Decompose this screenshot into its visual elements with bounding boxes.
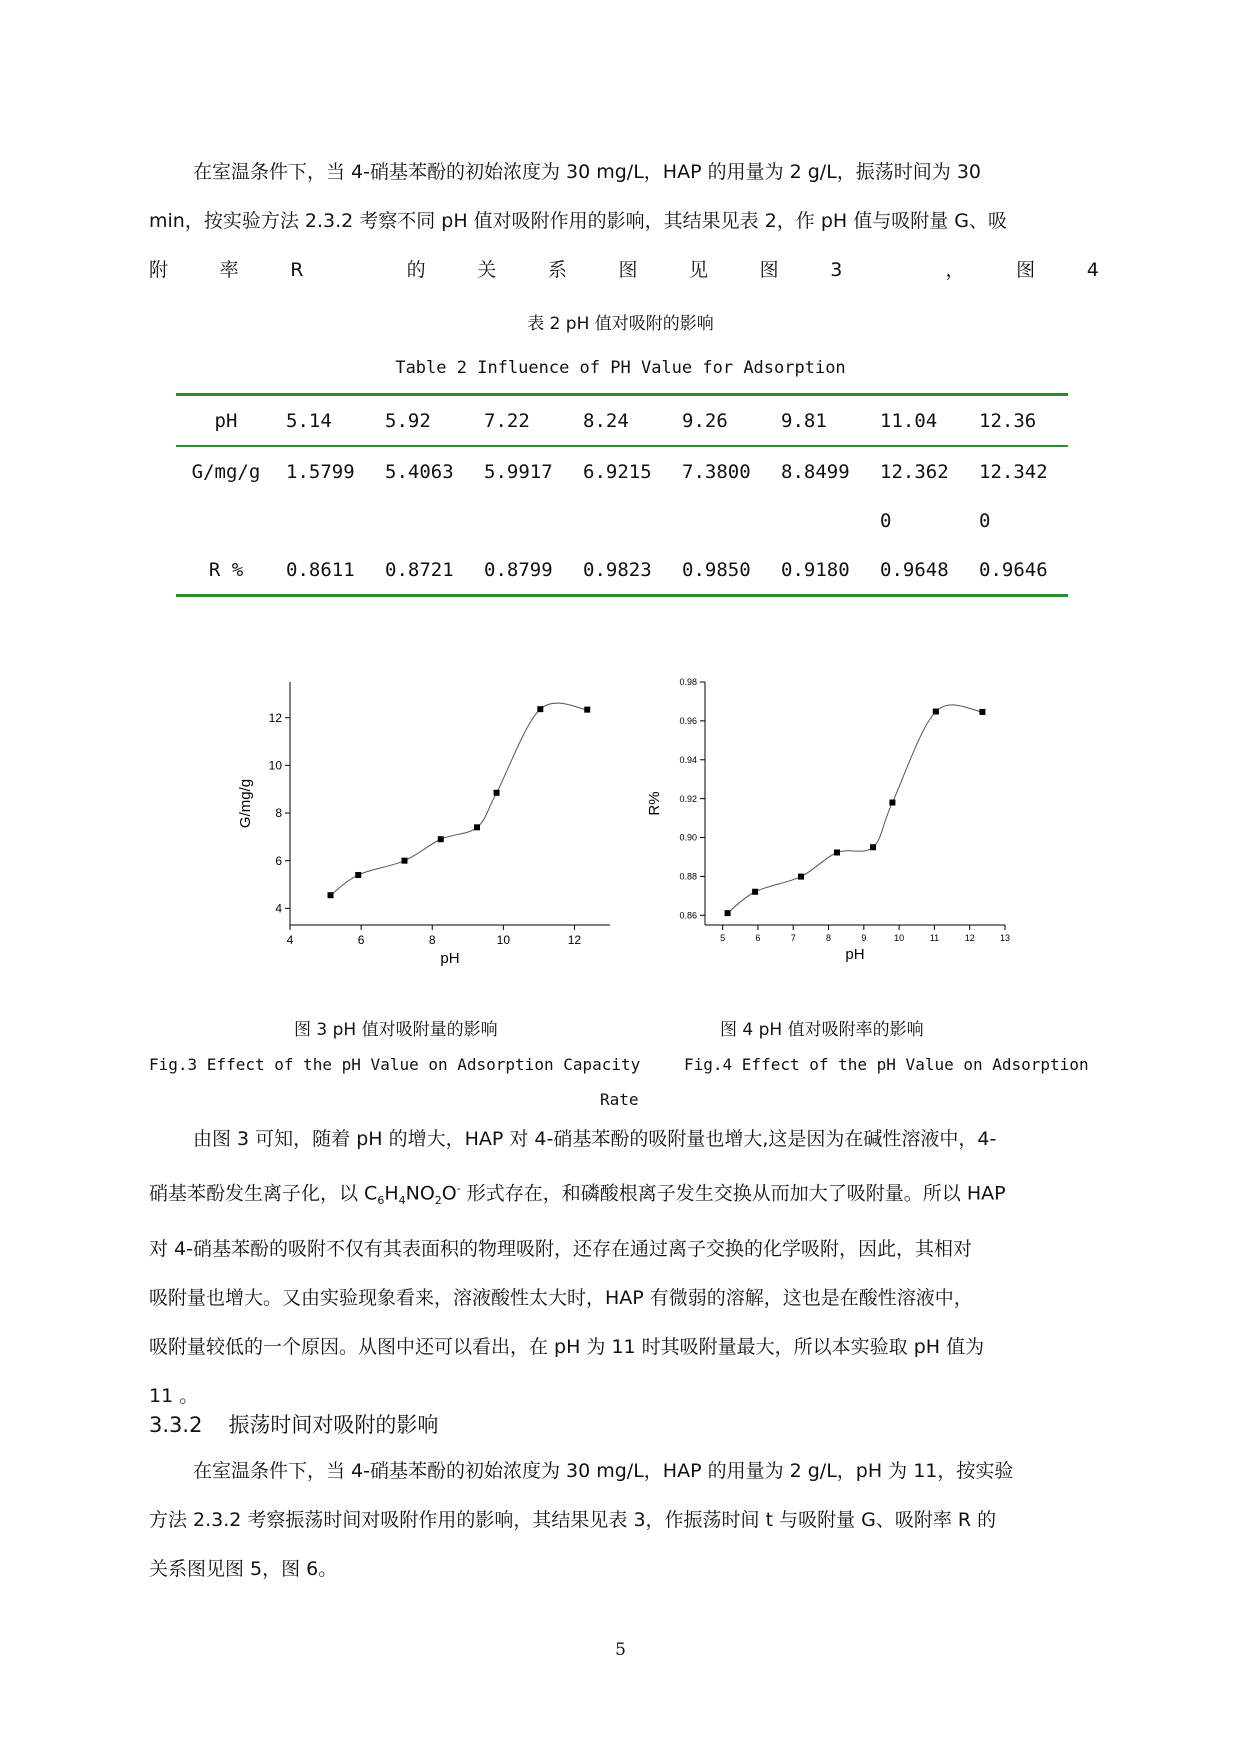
table-caption-cn: 表 2 pH 值对吸附的影响	[527, 314, 714, 334]
justified-token: 见	[689, 259, 709, 281]
discussion-line-5: 吸附量较低的一个原因。从图中还可以看出，在 pH 为 11 时其吸附量最大，所以本实验取 pH 值为	[149, 1336, 985, 1359]
row-label: G/mg/g	[191, 460, 261, 483]
subscript: 6	[377, 1194, 385, 1208]
table-cell: 0	[979, 509, 991, 532]
table-cell	[573, 496, 672, 545]
table-cell: 7.22	[484, 409, 530, 432]
table-cell	[375, 496, 474, 545]
intro-paragraph	[149, 148, 1099, 295]
intro-line-3	[149, 246, 1099, 295]
page-number: 5	[615, 1640, 626, 1660]
x-tick-label: 13	[999, 933, 1011, 943]
table-cell: 8.24	[583, 409, 629, 432]
section-number: 3.3.2	[149, 1413, 203, 1437]
section-line-1: 在室温条件下，当 4-硝基苯酚的初始浓度为 30 mg/L，HAP 的用量为 2 g/L，pH 为 11，按实验	[193, 1460, 1014, 1482]
justified-token: 附	[149, 259, 169, 281]
table-caption-en: Table 2 Influence of PH Value for Adsorption	[395, 358, 846, 378]
section-paragraph	[149, 1447, 1099, 1594]
table-cell: 8.8499	[781, 460, 850, 483]
row-label: pH	[214, 409, 238, 432]
data-point	[494, 790, 500, 796]
row-label: R %	[208, 558, 244, 581]
fig4-chart	[645, 670, 1015, 980]
y-tick-label: 0.98	[679, 677, 697, 688]
table-cell: 5.14	[286, 409, 332, 432]
data-point	[889, 800, 895, 806]
table-cell: 0.9646	[979, 558, 1048, 581]
table-cell	[276, 496, 375, 545]
text-span: 硝基苯酚发生离子化，以 C	[149, 1182, 378, 1205]
table-cell: 1.5799	[286, 460, 355, 483]
fig3-caption-cn: 图 3 pH 值对吸附量的影响	[294, 1020, 498, 1040]
data-point	[537, 706, 543, 712]
discussion-line-4: 吸附量也增大。又由实验现象看来，溶液酸性太大时，HAP 有微弱的溶解，这也是在酸性溶液中，	[149, 1287, 973, 1310]
row-label	[176, 496, 276, 545]
discussion-line-2	[149, 1164, 1099, 1225]
table-cell: 12.362	[880, 460, 949, 483]
data-point	[355, 872, 361, 878]
y-axis-label: G/mg/g	[237, 778, 254, 829]
table-cell: 0.8799	[484, 558, 553, 581]
discussion-line-6: 11 。	[149, 1385, 199, 1408]
superscript: -	[456, 1182, 461, 1195]
fig4-caption-en-wrap: Rate	[600, 1090, 639, 1109]
table-cell: 9.81	[781, 409, 827, 432]
y-tick-label: 0.92	[679, 793, 697, 804]
table-cell: 0.9823	[583, 558, 652, 581]
y-tick-label: 4	[275, 901, 282, 916]
table-cell: 0.8721	[385, 558, 454, 581]
x-tick-label: 4	[286, 933, 294, 947]
data-point	[474, 824, 480, 830]
subscript: 2	[434, 1194, 442, 1208]
text-span: 形式存在，和磷酸根离子发生交换从而加大了吸附量。所以 HAP	[460, 1182, 1006, 1205]
x-tick-label: 7	[790, 933, 796, 943]
x-tick-label: 6	[357, 933, 365, 947]
table-row	[176, 545, 1068, 596]
x-tick-label: 8	[428, 933, 436, 947]
x-tick-label: 5	[720, 933, 726, 943]
data-point	[328, 892, 334, 898]
y-tick-label: 0.86	[679, 910, 697, 921]
x-tick-label: 8	[826, 933, 832, 943]
y-tick-label: 8	[275, 806, 282, 821]
y-tick-label: 10	[268, 758, 282, 773]
ph-influence-table	[176, 393, 1068, 597]
data-point	[933, 709, 939, 715]
x-axis-label: pH	[440, 950, 460, 967]
section-title: 振荡时间对吸附的影响	[228, 1413, 439, 1437]
discussion-paragraph	[149, 1115, 1099, 1421]
justified-token: 关	[477, 259, 497, 281]
table-row	[176, 395, 1068, 447]
table-cell: 0	[880, 509, 892, 532]
x-tick-label: 12	[964, 933, 975, 943]
section-line-3: 关系图见图 5，图 6。	[149, 1558, 338, 1580]
data-point	[725, 910, 731, 916]
table-cell: 5.92	[385, 409, 431, 432]
data-point	[752, 889, 758, 895]
justified-token: ，	[945, 259, 965, 281]
discussion-line-1: 由图 3 可知，随着 pH 的增大，HAP 对 4-硝基苯酚的吸附量也增大,这是因为在碱性溶液中，4-	[193, 1128, 997, 1150]
x-axis-label: pH	[845, 946, 865, 963]
table-cell	[474, 496, 573, 545]
text-span: NO	[405, 1182, 435, 1205]
data-point	[870, 844, 876, 850]
x-tick-label: 11	[929, 933, 940, 943]
table-cell: 9.26	[682, 409, 728, 432]
data-point	[798, 874, 804, 880]
intro-line-2: min，按实验方法 2.3.2 考察不同 pH 值对吸附作用的影响，其结果见表 2，作 pH 值与吸附量 G、吸	[149, 210, 1007, 232]
justified-token: 4	[1086, 259, 1099, 281]
table-cell	[771, 496, 870, 545]
fig3-chart	[230, 670, 620, 980]
table-cell	[672, 496, 771, 545]
justified-token: 图	[759, 259, 779, 281]
y-tick-label: 0.90	[679, 832, 697, 843]
y-tick-label: 6	[275, 853, 282, 868]
table-cell: 12.342	[979, 460, 1048, 483]
table-cell: 5.4063	[385, 460, 454, 483]
justified-token: R	[290, 259, 304, 281]
section-line-2: 方法 2.3.2 考察振荡时间对吸附作用的影响，其结果见表 3，作振荡时间 t 与吸附量 G、吸附率 R 的	[149, 1509, 997, 1531]
table-row	[176, 446, 1068, 496]
fig3-caption-en: Fig.3 Effect of the pH Value on Adsorption Capacity	[149, 1055, 641, 1074]
x-tick-label: 10	[496, 933, 511, 947]
table-row	[176, 496, 1068, 545]
fit-curve	[331, 703, 588, 895]
table-cell: 6.9215	[583, 460, 652, 483]
fig4-caption-cn: 图 4 pH 值对吸附率的影响	[720, 1020, 924, 1040]
fit-curve	[728, 705, 983, 913]
x-tick-label: 9	[861, 933, 867, 943]
justified-token: 图	[618, 259, 638, 281]
text-span: O	[441, 1182, 457, 1205]
justified-token: 图	[1016, 259, 1036, 281]
table-cell: 11.04	[880, 409, 938, 432]
data-point	[401, 858, 407, 864]
y-tick-label: 0.88	[679, 871, 697, 882]
table-cell: 0.8611	[286, 558, 355, 581]
y-tick-label: 0.94	[679, 754, 697, 765]
justified-token: 的	[406, 259, 426, 281]
table-cell: 0.9180	[781, 558, 850, 581]
table-cell: 0.9648	[880, 558, 949, 581]
data-point	[438, 836, 444, 842]
discussion-line-3: 对 4-硝基苯酚的吸附不仅有其表面积的物理吸附，还存在通过离子交换的化学吸附，因此，其相对	[149, 1238, 972, 1261]
data-point	[979, 709, 985, 715]
table-cell: 7.3800	[682, 460, 751, 483]
table-cell: 0.9850	[682, 558, 751, 581]
fig4-caption-en: Fig.4 Effect of the pH Value on Adsorption	[684, 1055, 1089, 1074]
table-cell: 12.36	[979, 409, 1037, 432]
x-tick-label: 10	[894, 933, 905, 943]
x-tick-label: 6	[755, 933, 761, 943]
y-tick-label: 12	[268, 710, 282, 725]
data-point	[584, 707, 590, 713]
text-span: H	[384, 1182, 399, 1205]
table-cell: 5.9917	[484, 460, 553, 483]
x-tick-label: 12	[567, 933, 582, 947]
justified-token: 系	[547, 259, 567, 281]
justified-token: 率	[219, 259, 239, 281]
subscript: 4	[398, 1194, 406, 1208]
section-heading	[149, 1409, 464, 1439]
justified-token: 3	[830, 259, 843, 281]
data-point	[834, 849, 840, 855]
intro-line-1: 在室温条件下，当 4-硝基苯酚的初始浓度为 30 mg/L，HAP 的用量为 2 g/L，振荡时间为 30	[193, 161, 982, 183]
y-axis-label: R%	[646, 791, 663, 816]
y-tick-label: 0.96	[679, 716, 697, 727]
